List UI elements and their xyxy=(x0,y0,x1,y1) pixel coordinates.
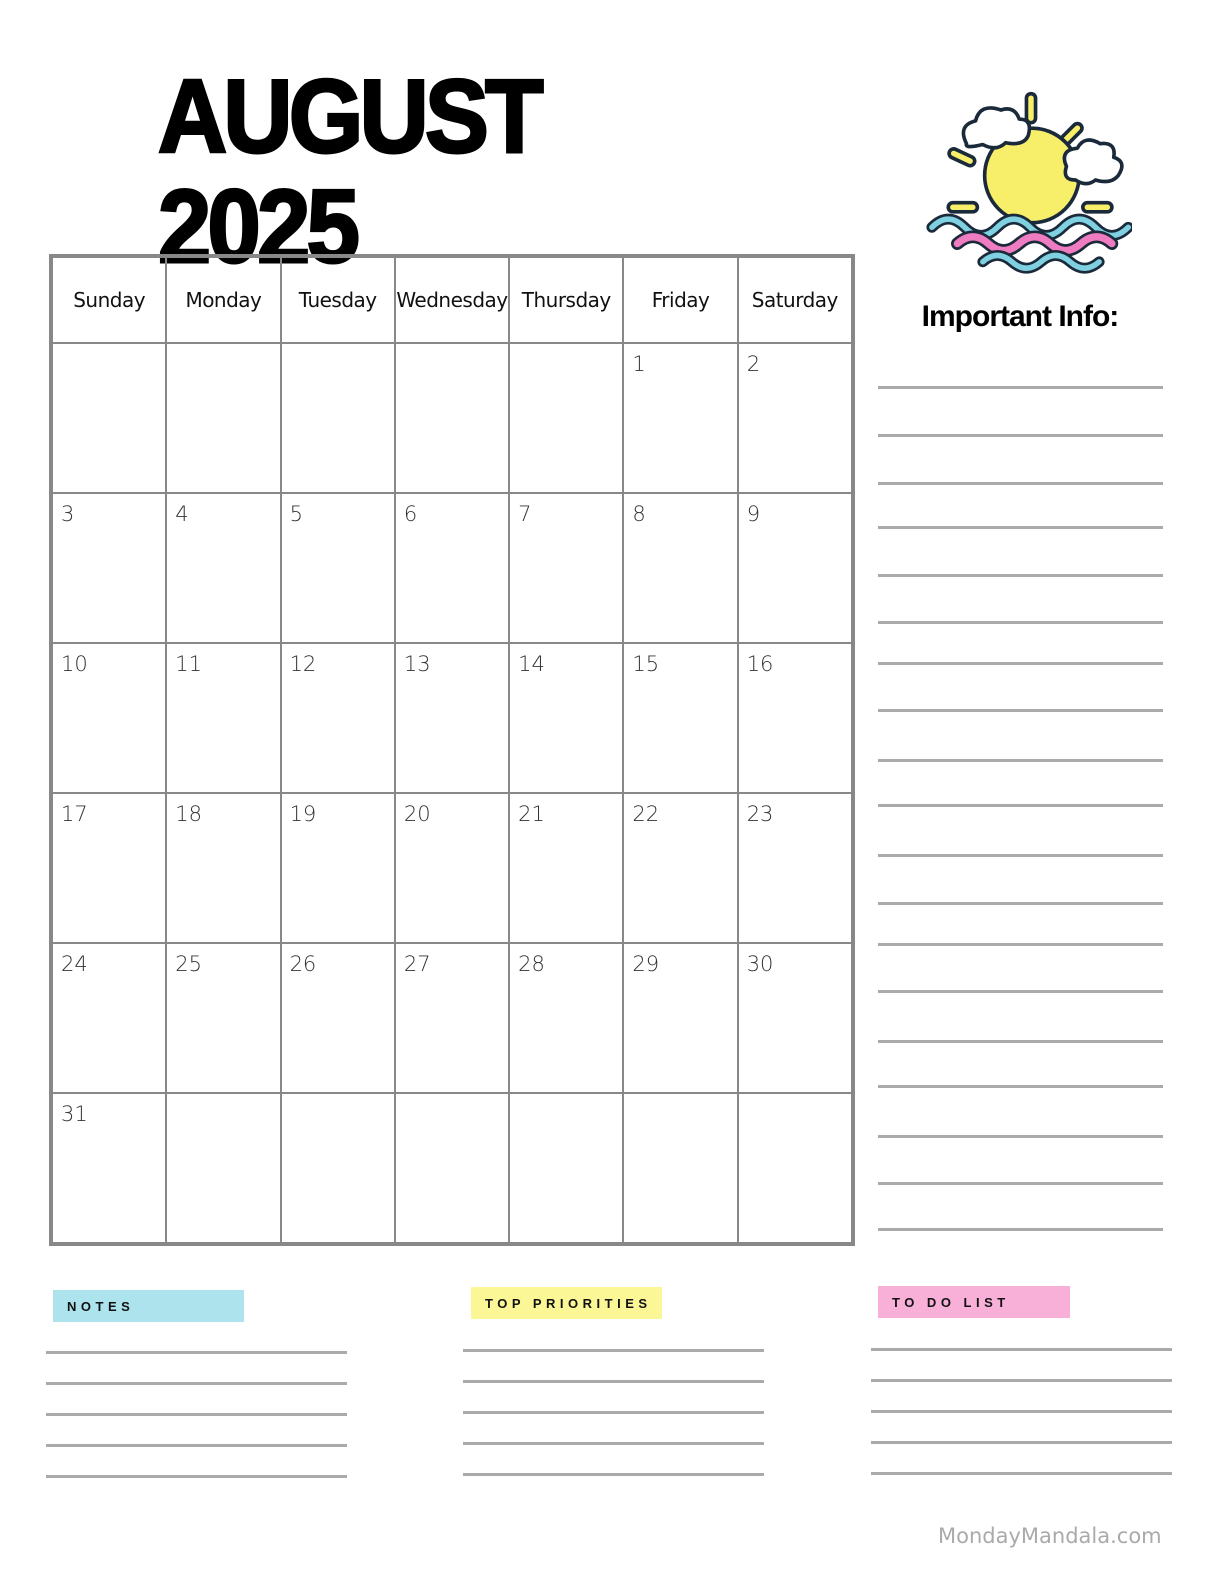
day-number: 30 xyxy=(746,952,774,976)
empty-day-cell xyxy=(738,1093,852,1243)
writing-line xyxy=(878,662,1163,665)
day-number: 6 xyxy=(403,502,418,526)
day-number: 15 xyxy=(632,652,660,676)
writing-line xyxy=(871,1410,1172,1413)
notes-label-text: NOTES xyxy=(67,1298,135,1314)
day-number: 2 xyxy=(746,352,761,376)
notes-label xyxy=(53,1290,244,1322)
weekday-header: Saturday xyxy=(738,257,852,343)
writing-line xyxy=(878,1040,1163,1043)
day-cell[interactable] xyxy=(738,643,852,793)
writing-line xyxy=(878,854,1163,857)
day-cell[interactable] xyxy=(395,793,509,943)
day-number: 3 xyxy=(61,502,75,526)
weekday-header: Wednesday xyxy=(395,257,509,343)
week-row xyxy=(52,943,852,1093)
week-row xyxy=(52,493,852,643)
day-cell[interactable] xyxy=(623,493,737,643)
week-row xyxy=(52,793,852,943)
day-cell[interactable] xyxy=(52,643,166,793)
writing-line xyxy=(878,943,1163,946)
empty-day-cell xyxy=(623,1093,737,1243)
writing-line xyxy=(46,1413,347,1416)
day-cell[interactable] xyxy=(623,643,737,793)
to-do-list-label-text: TO DO LIST xyxy=(892,1294,1010,1310)
day-number: 12 xyxy=(289,652,317,676)
day-number: 4 xyxy=(175,502,189,526)
day-number: 20 xyxy=(403,802,431,826)
writing-line xyxy=(463,1442,764,1445)
day-number: 13 xyxy=(403,652,431,676)
empty-day-cell xyxy=(281,343,395,493)
day-cell[interactable] xyxy=(509,643,623,793)
writing-line xyxy=(878,902,1163,905)
day-cell[interactable] xyxy=(395,643,509,793)
writing-line xyxy=(878,621,1163,624)
weekday-header: Tuesday xyxy=(281,257,395,343)
writing-line xyxy=(46,1475,347,1478)
day-cell[interactable] xyxy=(623,793,737,943)
empty-day-cell xyxy=(166,343,280,493)
day-number: 8 xyxy=(632,502,646,526)
day-number: 7 xyxy=(518,502,532,526)
weekday-header: Thursday xyxy=(509,257,623,343)
writing-line xyxy=(463,1411,764,1414)
day-cell[interactable] xyxy=(281,643,395,793)
day-number: 21 xyxy=(518,802,545,826)
day-number: 25 xyxy=(175,952,203,976)
writing-line xyxy=(878,1182,1163,1185)
day-number: 10 xyxy=(61,652,88,676)
writing-line xyxy=(878,759,1163,762)
day-cell[interactable] xyxy=(281,793,395,943)
day-cell[interactable] xyxy=(738,493,852,643)
day-cell[interactable] xyxy=(52,1093,166,1243)
day-cell[interactable] xyxy=(738,343,852,493)
day-number: 18 xyxy=(175,802,203,826)
day-number: 23 xyxy=(746,802,774,826)
empty-day-cell xyxy=(395,1093,509,1243)
writing-line xyxy=(878,526,1163,529)
empty-day-cell xyxy=(166,1093,280,1243)
day-cell[interactable] xyxy=(166,493,280,643)
day-cell[interactable] xyxy=(623,943,737,1093)
day-number: 5 xyxy=(289,502,303,526)
day-number: 29 xyxy=(632,952,660,976)
day-cell[interactable] xyxy=(166,793,280,943)
day-number: 31 xyxy=(61,1102,88,1126)
day-number: 1 xyxy=(632,352,646,376)
day-number: 9 xyxy=(746,502,761,526)
writing-line xyxy=(871,1379,1172,1382)
empty-day-cell xyxy=(509,343,623,493)
day-cell[interactable] xyxy=(166,643,280,793)
weekday-header: Monday xyxy=(166,257,280,343)
day-number: 28 xyxy=(518,952,545,976)
calendar-grid xyxy=(49,254,855,1246)
day-number: 19 xyxy=(289,802,317,826)
writing-line xyxy=(878,804,1163,807)
watermark: MondayMandala.com xyxy=(938,1524,1162,1548)
writing-line xyxy=(878,1085,1163,1088)
day-number: 11 xyxy=(175,652,203,676)
day-cell[interactable] xyxy=(395,943,509,1093)
week-row xyxy=(52,643,852,793)
empty-day-cell xyxy=(509,1093,623,1243)
empty-day-cell xyxy=(281,1093,395,1243)
top-priorities-label-text: TOP PRIORITIES xyxy=(485,1295,652,1311)
day-cell[interactable] xyxy=(281,943,395,1093)
day-number: 17 xyxy=(61,802,88,826)
writing-line xyxy=(878,1228,1163,1231)
writing-line xyxy=(878,482,1163,485)
day-cell[interactable] xyxy=(52,943,166,1093)
writing-line xyxy=(463,1380,764,1383)
important-info-title: Important Info: xyxy=(921,300,1119,333)
day-cell[interactable] xyxy=(623,343,737,493)
writing-line xyxy=(878,709,1163,712)
weekday-header: Friday xyxy=(623,257,737,343)
writing-line xyxy=(46,1444,347,1447)
empty-day-cell xyxy=(52,343,166,493)
day-number: 16 xyxy=(746,652,774,676)
day-cell[interactable] xyxy=(52,793,166,943)
day-cell[interactable] xyxy=(166,943,280,1093)
writing-line xyxy=(871,1472,1172,1475)
day-cell[interactable] xyxy=(509,493,623,643)
week-row xyxy=(52,1093,852,1243)
day-number: 14 xyxy=(518,652,545,676)
empty-day-cell xyxy=(395,343,509,493)
writing-line xyxy=(878,990,1163,993)
day-cell[interactable] xyxy=(509,943,623,1093)
writing-line xyxy=(46,1382,347,1385)
weekday-header-row xyxy=(52,257,852,343)
page-title: AUGUST 2025 xyxy=(158,59,540,285)
writing-line xyxy=(871,1441,1172,1444)
day-cell[interactable] xyxy=(509,793,623,943)
writing-line xyxy=(878,434,1163,437)
day-number: 26 xyxy=(289,952,317,976)
writing-line xyxy=(878,574,1163,577)
day-number: 24 xyxy=(61,952,88,976)
day-cell[interactable] xyxy=(281,493,395,643)
writing-line xyxy=(878,386,1163,389)
day-cell[interactable] xyxy=(395,493,509,643)
writing-line xyxy=(46,1351,347,1354)
writing-line xyxy=(878,1135,1163,1138)
day-number: 27 xyxy=(403,952,431,976)
writing-line xyxy=(463,1473,764,1476)
writing-line xyxy=(463,1349,764,1352)
day-cell[interactable] xyxy=(52,493,166,643)
writing-line xyxy=(871,1348,1172,1351)
to-do-list-label xyxy=(878,1286,1070,1318)
top-priorities-label xyxy=(471,1287,662,1319)
day-number: 22 xyxy=(632,802,660,826)
weekday-header: Sunday xyxy=(52,257,166,343)
day-cell[interactable] xyxy=(738,793,852,943)
week-row xyxy=(52,343,852,493)
day-cell[interactable] xyxy=(738,943,852,1093)
sun-over-waves-icon xyxy=(910,80,1132,280)
